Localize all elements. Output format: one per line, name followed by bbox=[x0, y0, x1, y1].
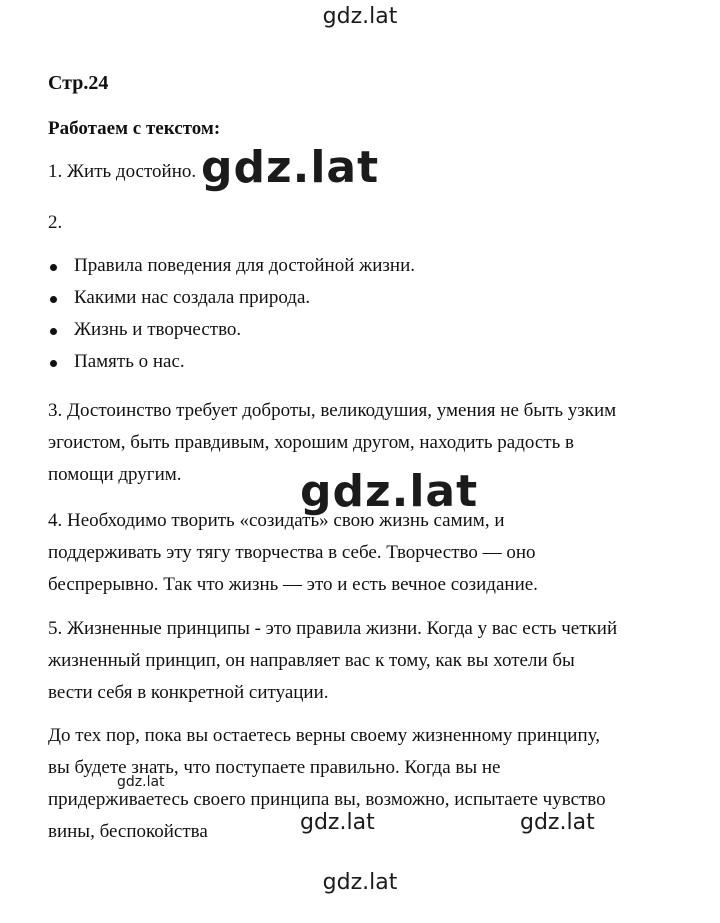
watermark-mid-1: gdz.lat bbox=[300, 810, 375, 835]
bullet-text: Память о нас. bbox=[74, 351, 185, 372]
paragraph-line: 5. Жизненные принципы - это правила жизни. Когда у вас есть четкий bbox=[48, 618, 618, 639]
watermark-large-1: gdz.lat bbox=[201, 142, 380, 193]
paragraph-line: поддерживать эту тягу творчества в себе. Творчество — оно bbox=[48, 542, 536, 563]
watermark-mid-2: gdz.lat bbox=[520, 810, 595, 835]
paragraph-line: До тех пор, пока вы остаетесь верны своему жизненному принципу, bbox=[48, 725, 600, 746]
paragraph-line: вести себя в конкретной ситуации. bbox=[48, 682, 329, 703]
page-title: Стр.24 bbox=[48, 72, 109, 94]
watermark-large-2: gdz.lat bbox=[300, 466, 479, 517]
answer-2-bullet-list bbox=[48, 255, 415, 383]
bullet-dot-icon bbox=[50, 360, 57, 367]
watermark-bottom: gdz.lat bbox=[322, 870, 398, 895]
bullet-text: Какими нас создала природа. bbox=[74, 287, 311, 308]
bullet-item bbox=[48, 287, 415, 319]
paragraph-line: 3. Достоинство требует доброты, великодушия, умения не быть узким bbox=[48, 400, 617, 421]
section-title: Работаем с текстом: bbox=[48, 118, 221, 139]
answer-4-paragraph bbox=[48, 505, 688, 601]
answer-3-paragraph bbox=[48, 395, 688, 491]
paragraph-line: вины, беспокойства bbox=[48, 821, 208, 842]
bullet-item bbox=[48, 255, 415, 287]
paragraph-line: 4. Необходимо творить «созидать» свою жизнь самим, и bbox=[48, 510, 505, 531]
bullet-text: Жизнь и творчество. bbox=[74, 319, 242, 340]
bullet-dot-icon bbox=[50, 296, 57, 303]
bullet-dot-icon bbox=[50, 264, 57, 271]
bullet-text: Правила поведения для достойной жизни. bbox=[74, 255, 415, 276]
answer-5-continuation-paragraph bbox=[48, 720, 688, 848]
paragraph-line: придерживаетесь своего принципа вы, возможно, испытаете чувство bbox=[48, 789, 606, 810]
paragraph-line: жизненный принцип, он направляет вас к тому, как вы хотели бы bbox=[48, 650, 575, 671]
paragraph-line: помощи другим. bbox=[48, 464, 182, 485]
answer-2-label: 2. bbox=[48, 212, 63, 233]
watermark-small: gdz.lat bbox=[117, 774, 165, 790]
answer-1: 1. Жить достойно. bbox=[48, 161, 197, 182]
paragraph-line: эгоистом, быть правдивым, хорошим другом, находить радость в bbox=[48, 432, 574, 453]
answer-5-paragraph bbox=[48, 613, 688, 709]
bullet-item bbox=[48, 319, 415, 351]
paragraph-line: беспрерывно. Так что жизнь — это и есть вечное созидание. bbox=[48, 574, 538, 595]
bullet-item bbox=[48, 351, 415, 383]
paragraph-line: вы будете знать, что поступаете правильно. Когда вы не bbox=[48, 757, 501, 778]
watermark-top: gdz.lat bbox=[322, 4, 398, 29]
bullet-dot-icon bbox=[50, 328, 57, 335]
